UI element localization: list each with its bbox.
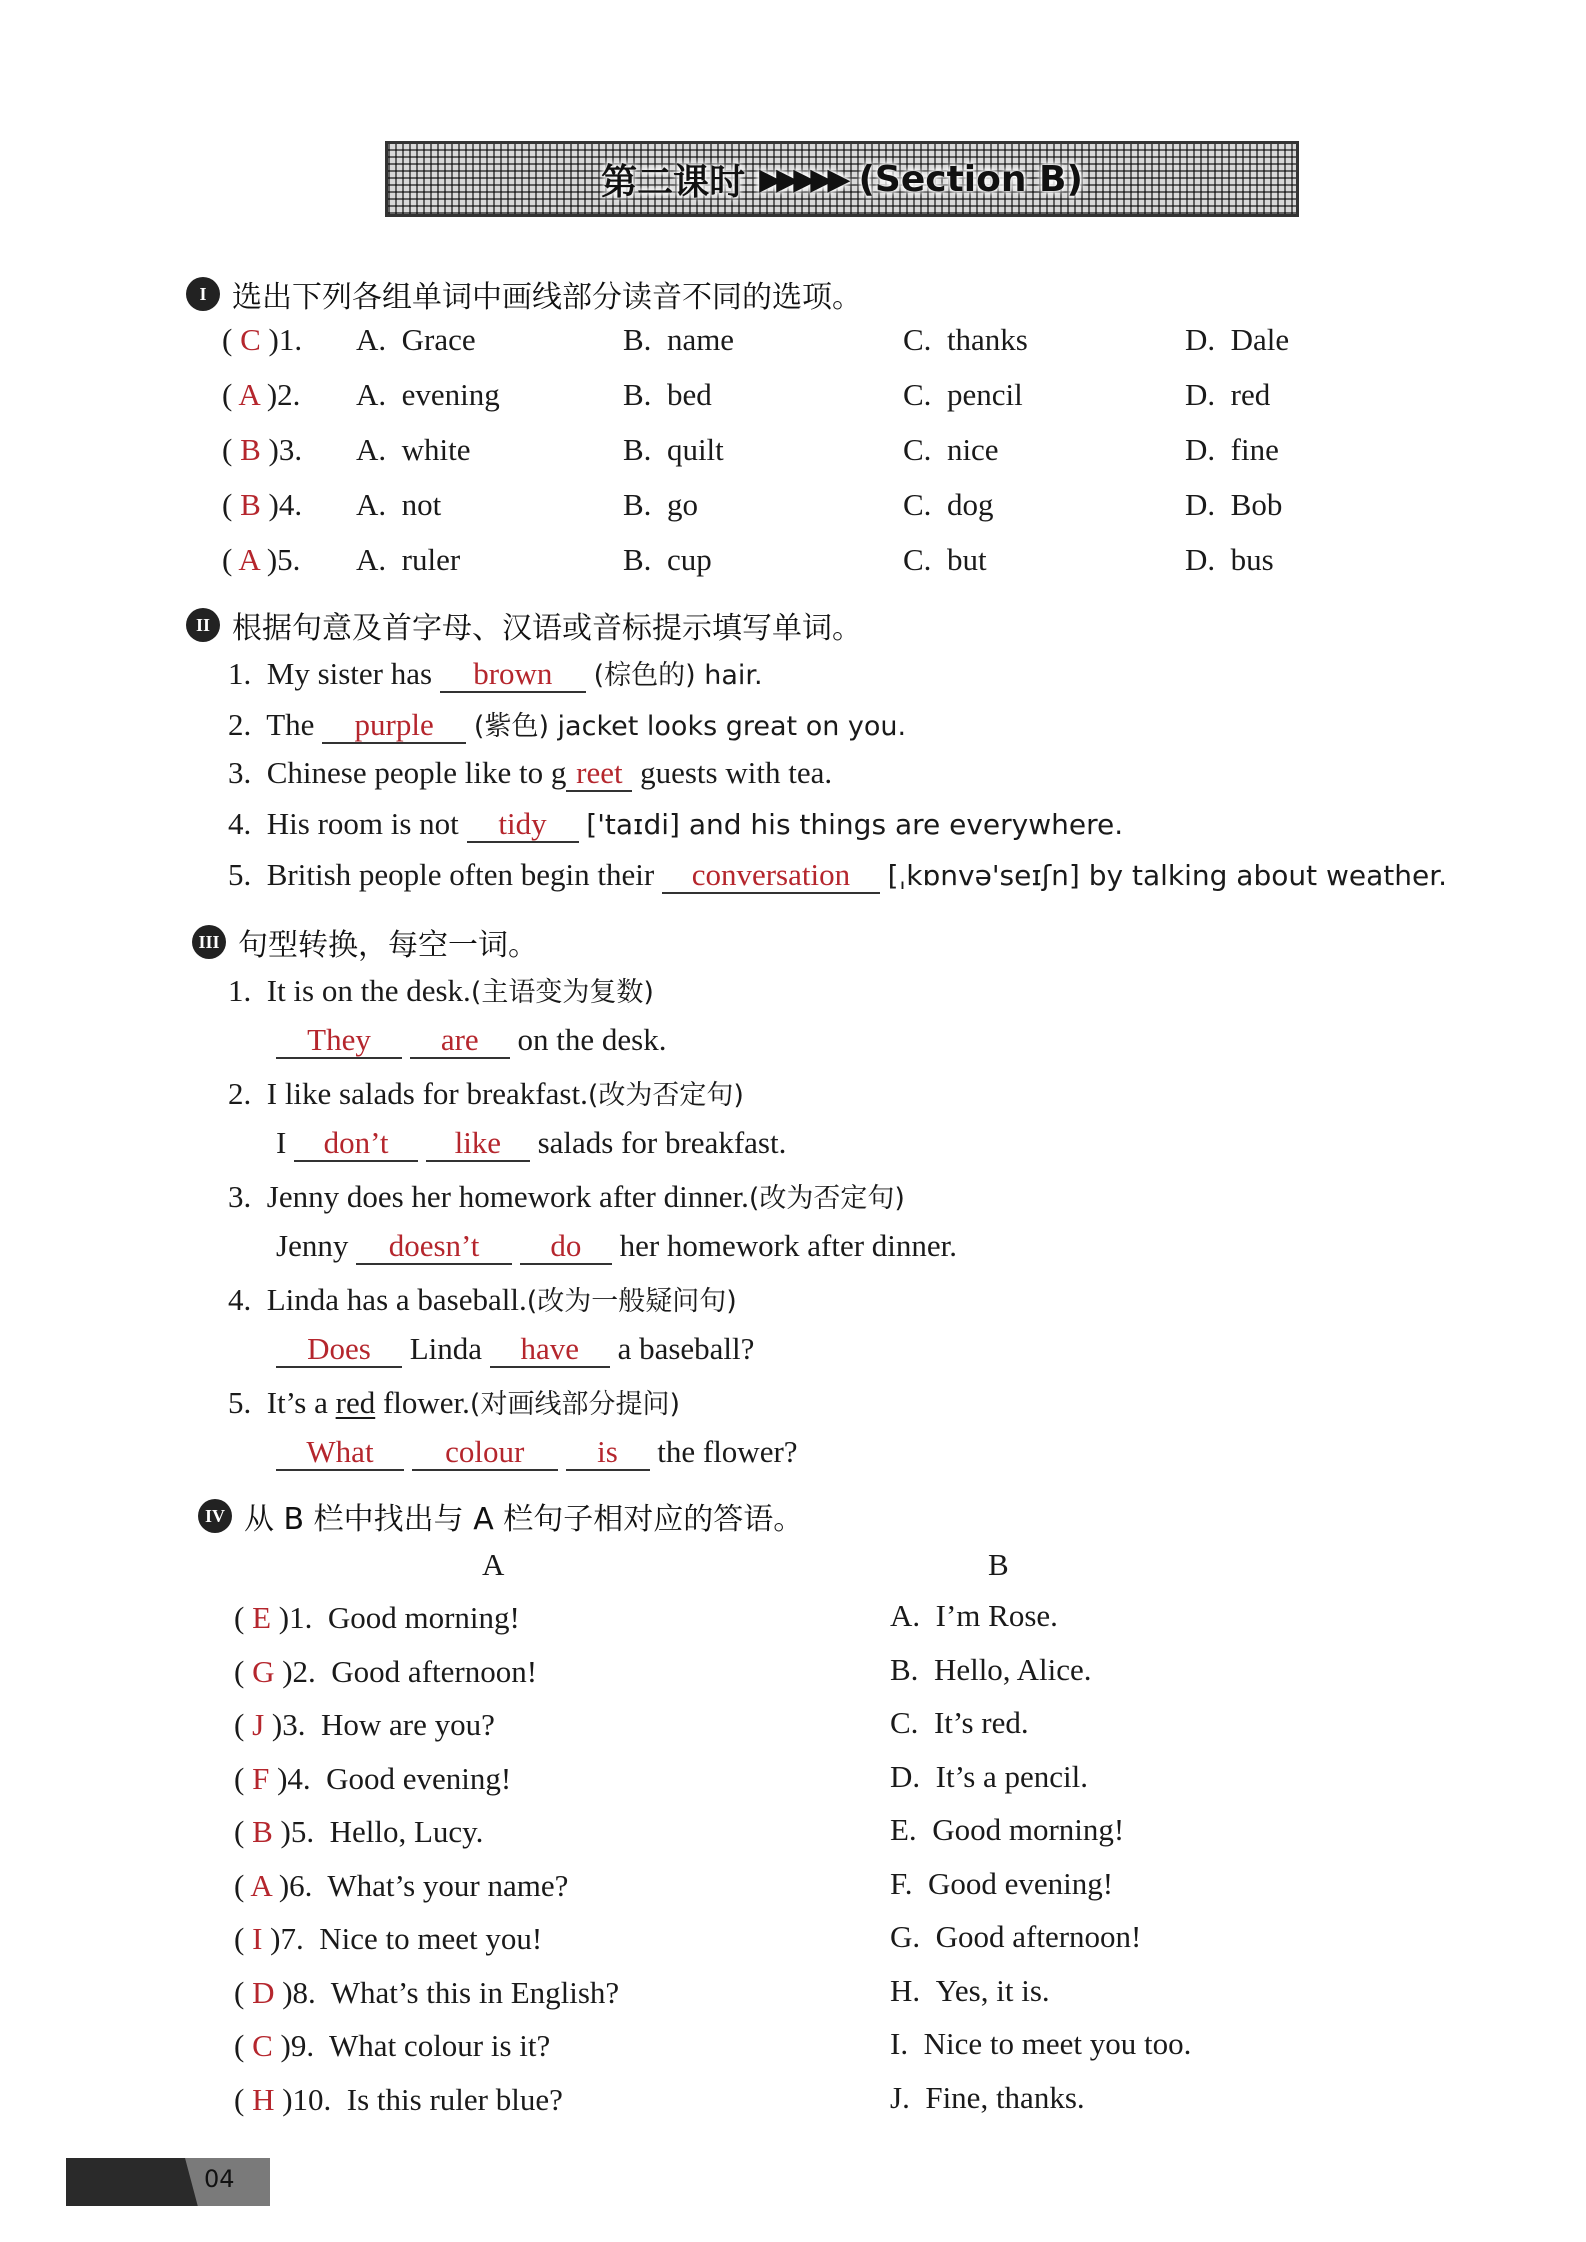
answer: A <box>250 1867 272 1903</box>
fill-item <box>228 704 906 744</box>
option-letter: A. <box>890 1598 921 1633</box>
word: bed <box>666 377 712 412</box>
sentence: Good morning! <box>932 1812 1125 1847</box>
roman-numeral-icon: IV <box>198 1499 232 1533</box>
answer: B <box>240 487 261 522</box>
item-number: 10. <box>292 2081 332 2117</box>
column-b-header: B <box>988 1547 1009 1582</box>
option-c: C. thanks <box>903 322 1028 357</box>
answer: F <box>252 1760 270 1796</box>
answer-blank: don’t <box>294 1126 418 1162</box>
word: thanks <box>946 322 1028 357</box>
match-item-a: ( G )2. Good afternoon! <box>234 1653 538 1689</box>
section-3-heading <box>192 920 538 964</box>
option-c: C. nice <box>903 432 999 467</box>
match-item-b <box>890 1866 1113 1902</box>
option-b: B. cup <box>623 542 712 577</box>
word: name <box>666 322 735 357</box>
match-item-a: ( F )4. Good evening! <box>234 1760 512 1796</box>
match-item-b <box>890 1652 1091 1688</box>
sentence: Nice to meet you too. <box>923 2026 1192 2061</box>
option-b: B. name <box>623 322 735 357</box>
answer: C <box>252 2028 273 2063</box>
transform-question <box>228 970 654 1009</box>
word: cup <box>666 542 712 577</box>
sentence: Nice to meet you! <box>319 1921 543 1956</box>
option-letter: B. <box>890 1651 919 1687</box>
answer: A <box>238 542 260 577</box>
answer-blank: colour <box>412 1435 558 1471</box>
answer: D <box>252 1974 275 2010</box>
item-number: 2. <box>277 377 301 412</box>
match-item-a: ( E )1. Good morning! <box>234 1600 520 1635</box>
option-d: D. red <box>1185 377 1271 412</box>
sentence: What colour is it? <box>329 2028 551 2063</box>
option-d: D. bus <box>1185 542 1274 577</box>
phonics-row: ( C )1. <box>222 322 303 357</box>
option-a: A. white <box>356 432 471 467</box>
option-b: B. quilt <box>623 432 724 467</box>
answer: A <box>238 377 260 412</box>
answer-blank: are <box>410 1023 510 1059</box>
text: guests with tea. <box>640 755 833 790</box>
word: fine <box>1230 432 1279 467</box>
transform-question <box>228 1176 905 1215</box>
option-b: B. go <box>623 487 698 522</box>
answer: I <box>252 1921 263 1956</box>
item-number: 1. <box>278 322 303 357</box>
hint: (对画线部分提问) <box>469 1389 680 1420</box>
text: My sister has <box>266 656 433 691</box>
transform-question <box>228 1073 744 1112</box>
sentence: Good evening! <box>928 1865 1114 1901</box>
fill-item <box>228 806 1123 843</box>
option-a: A. evening <box>356 377 500 412</box>
item-number: 1. <box>289 1600 313 1635</box>
text: the flower? <box>657 1434 798 1469</box>
word: Dale <box>1230 322 1290 357</box>
option-d: D. Bob <box>1185 487 1283 522</box>
word: bus <box>1230 542 1274 577</box>
word: Grace <box>401 322 476 357</box>
word: white <box>401 432 471 467</box>
lesson-title: 第二课时 <box>601 161 746 203</box>
word: red <box>1230 377 1271 412</box>
match-item-b <box>890 1973 1050 2009</box>
option-letter: G. <box>890 1919 921 1954</box>
option-a: A. ruler <box>356 542 461 577</box>
page-number: 04 <box>204 2165 235 2193</box>
sentence: Hello, Lucy. <box>329 1814 484 1849</box>
match-item-a: ( D )8. What’s this in English? <box>234 1974 620 2010</box>
phonics-row: ( B )4. <box>222 487 303 522</box>
match-item-b <box>890 1598 1058 1634</box>
sentence: I’m Rose. <box>935 1598 1058 1633</box>
item-number: 5. <box>277 542 301 577</box>
arrows-icon: ▶▶▶▶▶ <box>759 161 845 197</box>
section-4-title: 从 B 栏中找出与 A 栏句子相对应的答语。 <box>244 1502 804 1537</box>
fill-item <box>228 755 832 792</box>
sentence: What’s your name? <box>327 1867 569 1903</box>
word: dog <box>946 487 994 522</box>
text: her homework after dinner. <box>619 1228 958 1263</box>
transform-answer <box>276 1331 754 1368</box>
sentence: Good afternoon! <box>935 1919 1142 1954</box>
answer-blank: doesn’t <box>356 1229 512 1265</box>
transform-answer <box>276 1228 957 1265</box>
option-letter: H. <box>890 1972 921 2008</box>
word: nice <box>946 432 999 467</box>
word: Bob <box>1230 487 1283 522</box>
option-c: C. but <box>903 542 987 577</box>
sentence: Jenny does her homework after dinner. <box>266 1179 749 1214</box>
match-item-a: ( I )7. Nice to meet you! <box>234 1921 543 1956</box>
item-number: 3. <box>282 1707 306 1742</box>
section-1-heading <box>186 272 862 316</box>
sentence: What’s this in English? <box>330 1974 620 2010</box>
sentence: Good afternoon! <box>331 1653 538 1689</box>
text: The <box>266 707 315 742</box>
answer-blank: is <box>566 1435 650 1471</box>
text: I <box>276 1125 287 1160</box>
answer-blank: like <box>426 1126 530 1162</box>
transform-answer <box>276 1125 786 1162</box>
match-item-b <box>890 1759 1088 1795</box>
sentence: Fine, thanks. <box>925 2079 1085 2115</box>
hint: (改为否定句) <box>587 1080 744 1111</box>
option-a: A. not <box>356 487 442 522</box>
text: Jenny <box>276 1228 349 1263</box>
fill-item <box>228 857 1447 894</box>
option-letter: E. <box>890 1812 917 1847</box>
answer-blank: What <box>276 1435 404 1471</box>
match-item-a: ( B )5. Hello, Lucy. <box>234 1814 484 1849</box>
answer-blank: conversation <box>662 858 880 894</box>
match-item-a: ( A )6. What’s your name? <box>234 1867 569 1903</box>
sentence: I like salads for breakfast. <box>266 1076 588 1111</box>
text: a baseball? <box>617 1331 755 1366</box>
option-c: C. pencil <box>903 377 1023 412</box>
item-number: 3. <box>228 755 252 790</box>
sentence: Good evening! <box>326 1760 512 1796</box>
section-2-title: 根据句意及首字母、汉语或音标提示填写单词。 <box>232 611 862 646</box>
answer-blank: brown <box>440 657 586 693</box>
phonics-row: ( A )2. <box>222 377 301 412</box>
section-1-title: 选出下列各组单词中画线部分读音不同的选项。 <box>232 280 862 315</box>
column-a-header: A <box>482 1547 505 1582</box>
item-number: 2. <box>228 707 252 742</box>
answer-blank: They <box>276 1023 402 1059</box>
sentence: How are you? <box>320 1707 495 1742</box>
text: [ˌkɒnvə'seɪʃn] by talking about weather. <box>887 859 1448 892</box>
fill-item <box>228 653 763 693</box>
sentence: It’s red. <box>933 1705 1029 1740</box>
section-3-title: 句型转换，每空一词。 <box>238 928 538 963</box>
item-number: 2. <box>228 1076 252 1111</box>
item-number: 1. <box>228 656 252 691</box>
match-item-b <box>890 1919 1141 1955</box>
hint: (改为一般疑问句) <box>526 1286 737 1317</box>
phonics-row: ( B )3. <box>222 432 303 467</box>
transform-answer <box>276 1022 666 1059</box>
match-item-b <box>890 1812 1124 1848</box>
item-number: 2. <box>292 1653 316 1689</box>
option-b: B. bed <box>623 377 712 412</box>
roman-numeral-icon: II <box>186 608 220 642</box>
section-banner <box>385 141 1299 217</box>
answer-blank: Does <box>276 1332 402 1368</box>
option-letter: I. <box>890 2026 909 2061</box>
option-d: D. Dale <box>1185 322 1290 357</box>
sentence: It’s a pencil. <box>935 1758 1089 1794</box>
item-number: 7. <box>280 1921 304 1956</box>
word: but <box>946 542 987 577</box>
item-number: 3. <box>228 1179 252 1214</box>
section-4-heading <box>198 1494 803 1538</box>
option-d: D. fine <box>1185 432 1279 467</box>
item-number: 9. <box>290 2028 315 2063</box>
section-title: (Section B) <box>858 158 1083 200</box>
word: ruler <box>401 542 461 577</box>
hint: (主语变为复数) <box>470 977 654 1008</box>
option-letter: J. <box>890 2079 910 2115</box>
match-item-a: ( H )10. Is this ruler blue? <box>234 2081 563 2117</box>
text: His room is not <box>266 806 459 841</box>
answer-blank: do <box>520 1229 612 1265</box>
item-number: 5. <box>290 1814 315 1849</box>
item-number: 5. <box>228 857 252 892</box>
word: evening <box>401 377 500 412</box>
sentence: Hello, Alice. <box>933 1651 1092 1687</box>
text: salads for breakfast. <box>537 1125 787 1160</box>
sentence: It is on the desk. <box>266 973 471 1008</box>
match-item-a: ( J )3. How are you? <box>234 1707 495 1742</box>
match-item-b <box>890 1705 1029 1741</box>
word: not <box>401 487 442 522</box>
match-item-b <box>890 2026 1191 2062</box>
answer: B <box>252 1814 273 1849</box>
text: ['taɪdi] and his things are everywhere. <box>586 808 1124 841</box>
transform-question <box>228 1279 737 1318</box>
answer: J <box>252 1707 265 1742</box>
option-c: C. dog <box>903 487 994 522</box>
item-number: 4. <box>278 487 303 522</box>
sentence: It’s a <box>266 1385 328 1420</box>
word: quilt <box>666 432 724 467</box>
option-a: A. Grace <box>356 322 476 357</box>
item-number: 4. <box>287 1760 311 1796</box>
text: Linda <box>409 1331 483 1366</box>
item-number: 8. <box>292 1974 316 2010</box>
text: British people often begin their <box>266 857 655 892</box>
underlined-word: red <box>335 1385 376 1420</box>
answer: E <box>252 1600 272 1635</box>
word: pencil <box>946 377 1023 412</box>
text: on the desk. <box>517 1022 667 1057</box>
section-2-heading <box>186 603 862 647</box>
item-number: 4. <box>228 806 252 841</box>
sentence: Linda has a baseball. <box>266 1282 527 1317</box>
transform-question <box>228 1382 680 1421</box>
item-number: 5. <box>228 1385 252 1420</box>
sentence: Yes, it is. <box>935 1972 1050 2008</box>
text: Chinese people like to g <box>266 755 567 790</box>
phonics-row: ( A )5. <box>222 542 301 577</box>
answer: H <box>252 2081 275 2117</box>
match-item-b <box>890 2080 1085 2116</box>
roman-numeral-icon: I <box>186 277 220 311</box>
answer-blank: tidy <box>467 807 579 843</box>
roman-numeral-icon: III <box>192 925 226 959</box>
option-letter: D. <box>890 1758 921 1794</box>
hint: (改为否定句) <box>748 1183 905 1214</box>
sentence: Is this ruler blue? <box>346 2081 563 2117</box>
sentence: Good morning! <box>327 1600 520 1635</box>
option-letter: C. <box>890 1705 919 1740</box>
text: (紫色) jacket looks great on you. <box>473 711 907 742</box>
item-number: 3. <box>278 432 303 467</box>
answer-blank: have <box>490 1332 610 1368</box>
answer: B <box>240 432 261 467</box>
word: go <box>666 487 698 522</box>
text: (棕色的) hair. <box>593 660 763 691</box>
sentence: flower. <box>382 1385 470 1420</box>
answer: G <box>252 1653 275 1689</box>
answer-blank: purple <box>322 708 466 744</box>
transform-answer <box>276 1434 798 1471</box>
match-item-a: ( C )9. What colour is it? <box>234 2028 551 2063</box>
item-number: 4. <box>228 1282 252 1317</box>
answer: C <box>240 322 261 357</box>
option-letter: F. <box>890 1865 913 1901</box>
answer-blank: reet <box>566 756 632 792</box>
item-number: 1. <box>228 973 252 1008</box>
item-number: 6. <box>289 1867 313 1903</box>
